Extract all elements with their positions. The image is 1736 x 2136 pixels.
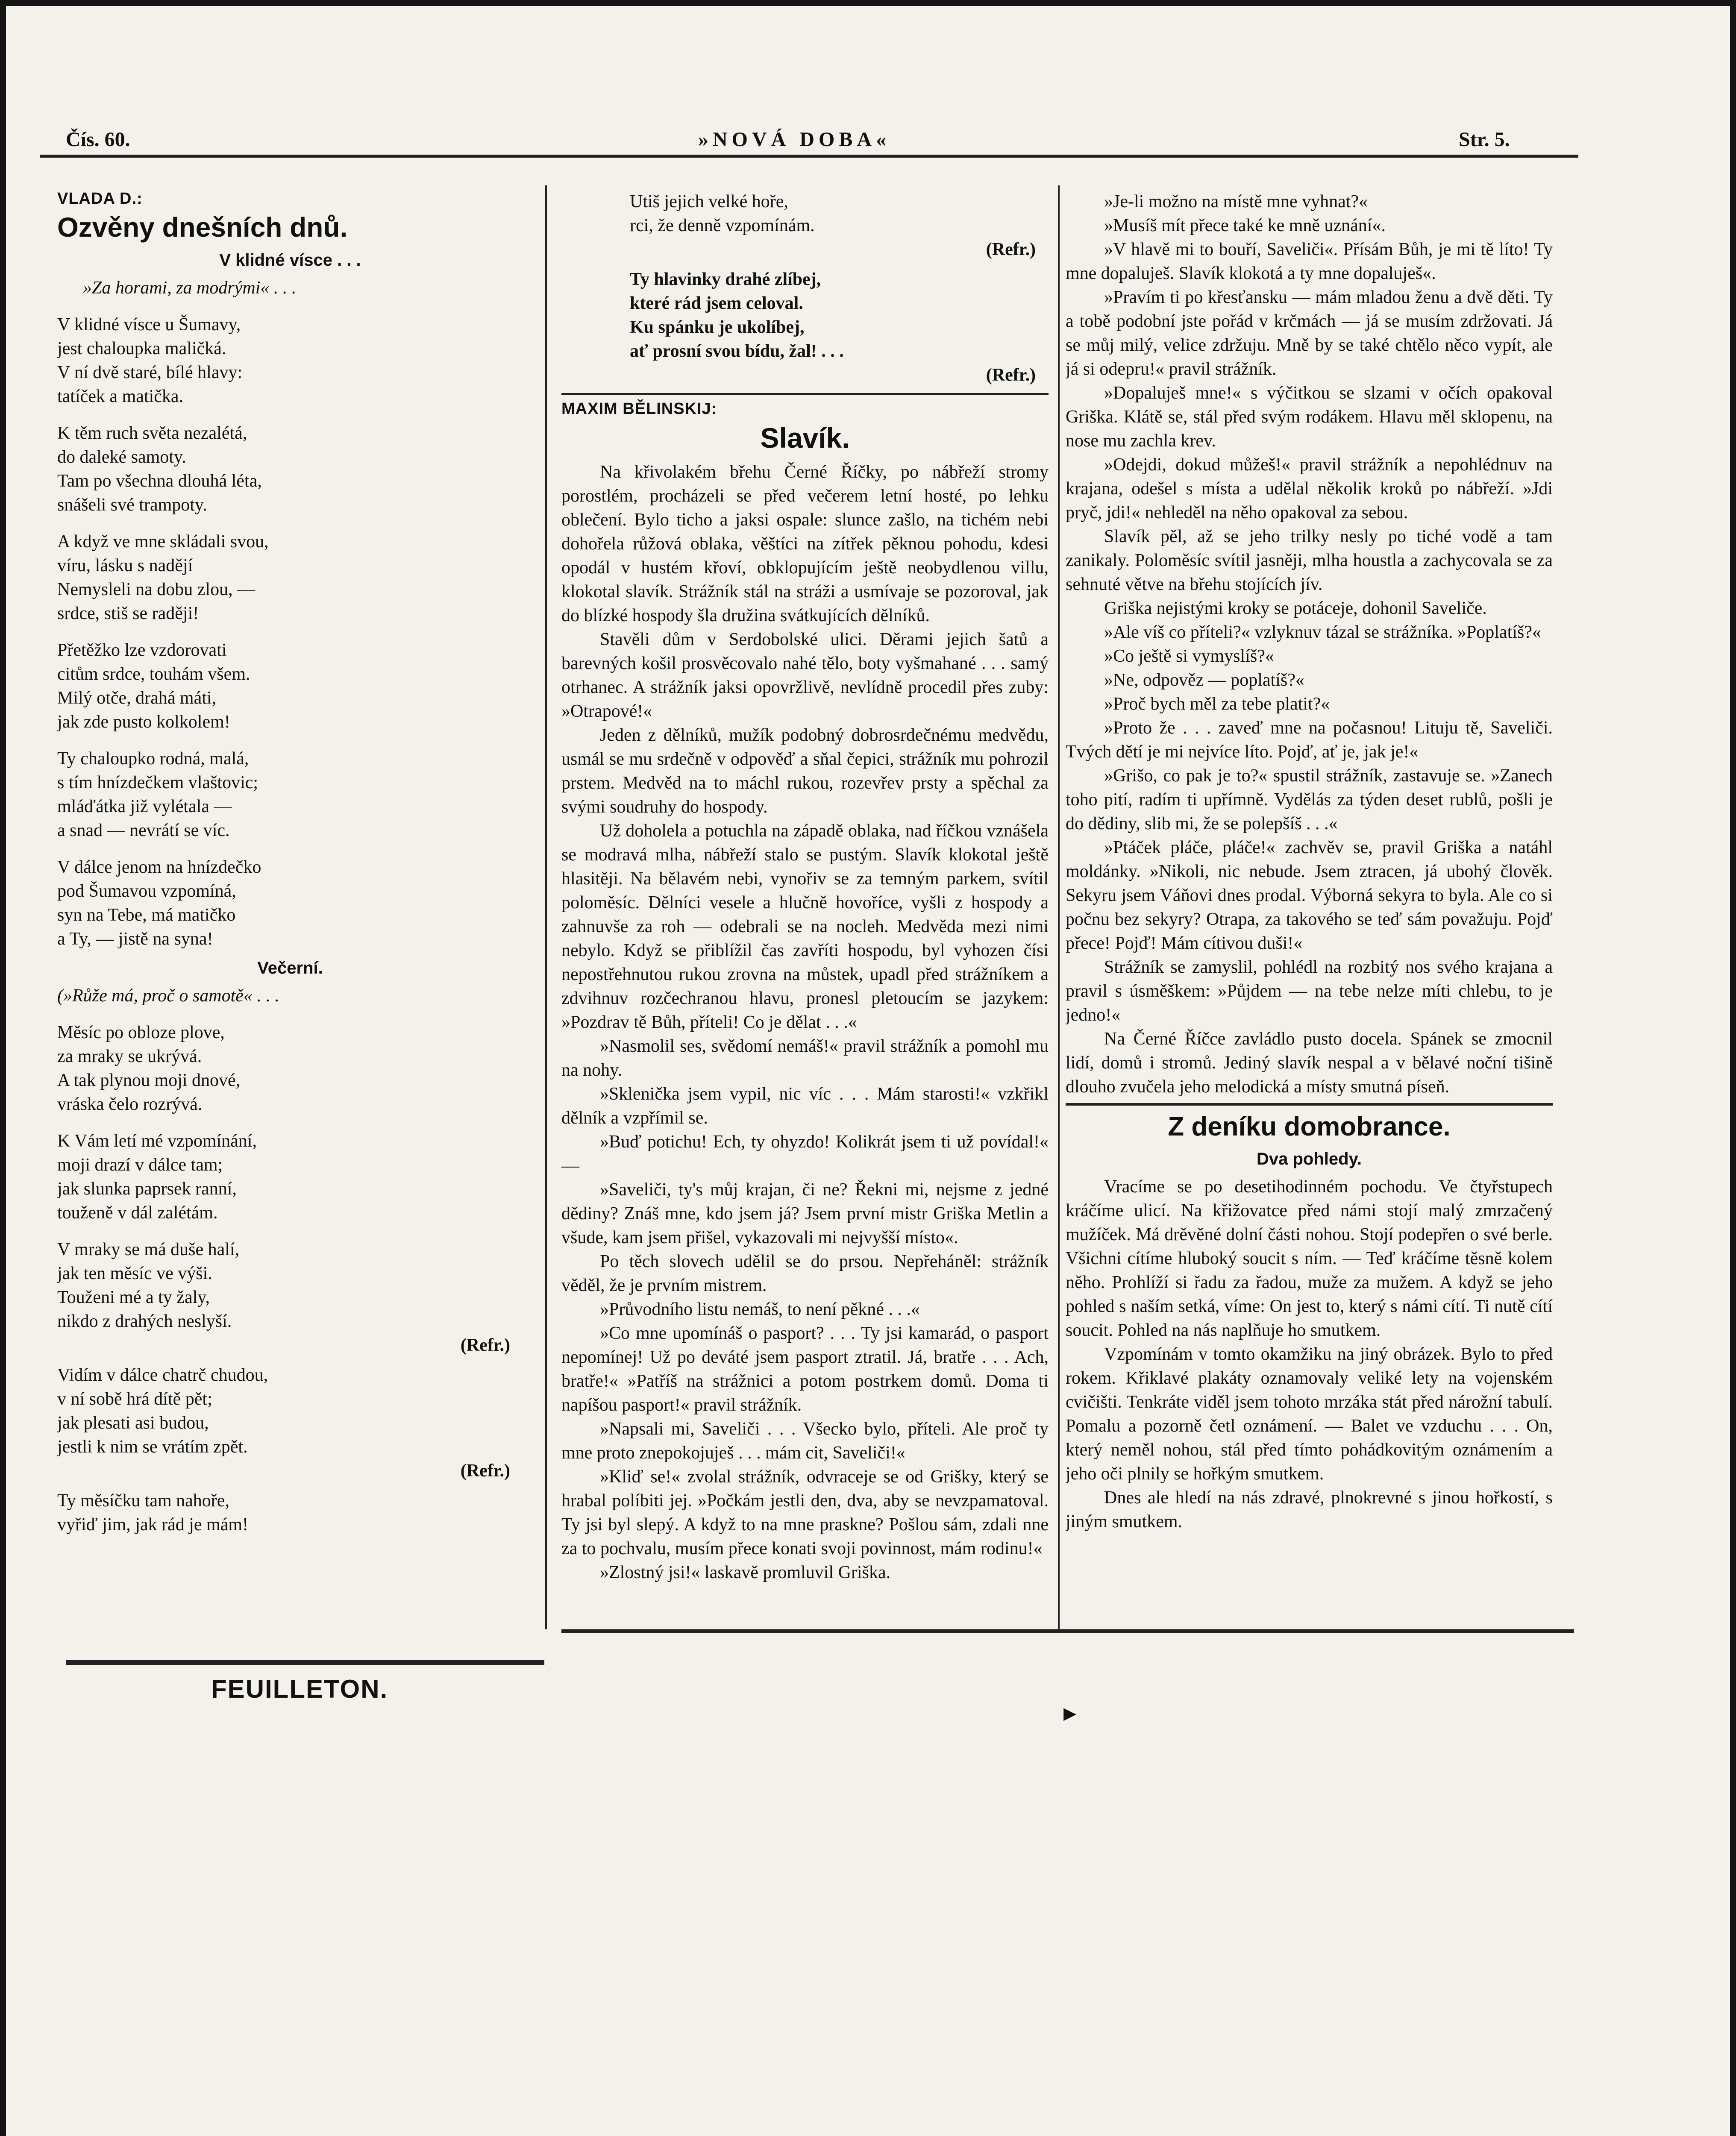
header-rule xyxy=(40,155,1578,158)
poem1-stanza: A když ve mne skládali svou, víru, lásku s nadějí Nemysleli na dobu zlou, — srdce, stiš se raději! xyxy=(57,532,269,623)
diary-paragraph: Vracíme se po desetihodinném pochodu. Ve čtyřstupech kráčíme ulicí. Na křižovatce před námi stojí malý zmrzačený mužíček. Má drěvěné dolní části nohou. Stojí podepřen o své berle. Všichni cítíme hluboký soucit s ním. — Teď kráčíme těsně kolem něho. Prohlíží si řadu za řadou, muže za mužem. A když se jeho pohled s naším setká, víme: On jest to, který s námi cítí. Ti nutě cítí soucit. Pohled na nás naplňuje ho smutkem. xyxy=(1066,1177,1553,1340)
story-author: MAXIM BĚLINSKIJ: xyxy=(561,400,717,418)
story-paragraph: »Ptáček pláče, pláče!« zachvěv se, pravil Griška a natáhl moldánky. »Nikoli, nic nebude. Jsem ztracen, já ubohý člověk. Sekyru jsem Váňovi dnes prodal. Výborná sekyra to byla. Ale co si počnu bez sekyry? Otrapa, za takového se teď sám považuju. Pojď přece! Pojď! Mám cítivou duši!« xyxy=(1066,838,1553,953)
column-story xyxy=(561,190,1049,1584)
story-paragraph: Slavík pěl, až se jeho trilky nesly po tiché vodě a tam zanikaly. Poloměsíc svítil jasněji, mlha houstla a zachycovala se za sehnuté větve na břehu stojících jív. xyxy=(1066,527,1553,594)
story-paragraph: »Buď potichu! Ech, ty ohyzdo! Kolikrát jsem ti už povídal!« — xyxy=(561,1132,1049,1176)
story-paragraph: »Je-li možno na místě mne vyhnat?« xyxy=(1104,192,1368,211)
feuilleton-rule xyxy=(66,1660,544,1665)
story-paragraph: »Musíš mít přece také ke mně uznání«. xyxy=(1104,216,1386,235)
poem-series-title: Ozvěny dnešních dnů. xyxy=(57,212,348,243)
poem1-stanza: V klidné vísce u Šumavy, jest chaloupka maličká. V ní dvě staré, bílé hlavy: tatíček a matička. xyxy=(57,315,243,406)
feuilleton-heading: FEUILLETON. xyxy=(211,1675,388,1703)
story-paragraph: »Ne, odpověz — poplatíš?« xyxy=(1104,670,1304,690)
poem2-stanza: V mraky se má duše halí, jak ten měsíc ve výši. Touženi mé a ty žaly, nikdo z drahých neslyší. xyxy=(57,1240,240,1331)
story-paragraph: »Kliď se!« zvolal strážník, odvraceje se od Grišky, který se hrabal políbiti jej. »Počkám jestli den, dva, aby se nevzpamatoval. Ty jsi byl slepý. A když to na mne praskne? Pošlou sám, zdali nne za to pochvalu, musím přece konati svoji povinnost, mám rodinu!« xyxy=(561,1467,1049,1558)
story-paragraph: Strážník se zamyslil, pohlédl na rozbitý nos svého krajana a pravil s úsměškem: »Půjdem — na tebe nelze míti chlebu, to je jedno!« xyxy=(1066,957,1553,1025)
poem1-title: V klidné vísce . . . xyxy=(219,251,361,270)
story-paragraph: Jeden z dělníků, mužík podobný dobrosrdečnému medvědu, usmál se mu srdečně v odpověď a sňal čepici, strážník mu pohrozil prstem. Medvěd na to máchl rukou, rozevřev prsty a spěchal za svými soudruhy do hospody. xyxy=(561,725,1049,817)
story-paragraph: »Grišo, co pak je to?« spustil strážník, zastavuje se. »Zanech toho pití, radím ti upřímně. Vydělás za týden deset rublů, pošli je do dědiny, slib mi, že se polepšíš . . .« xyxy=(1066,766,1553,833)
refrain-mark: (Refr.) xyxy=(986,365,1036,385)
story-paragraph: Po těch slovech udělil se do prsou. Nepřeháněl: strážník věděl, že je prvním mistrem. xyxy=(561,1252,1049,1295)
story-paragraph: »Odejdi, dokud můžeš!« pravil strážník a nepohlédnuv na krajana, odešel s místa a udělal několik kroků po nábřeží. »Jdi pryč, jdi!« nehleděl na něho opakoval za sebou. xyxy=(1066,455,1553,522)
poem2-stanza: Ty měsíčku tam nahoře, vyřiď jim, jak rád je mám! xyxy=(57,1491,249,1535)
poem1-stanza: K těm ruch světa nezalétá, do daleké samoty. Tam po všechna dlouhá léta, snášeli své trampoty. xyxy=(57,423,262,515)
diary-subtitle: Dva pohledy. xyxy=(1257,1150,1362,1168)
issue-number: Čís. 60. xyxy=(66,128,130,151)
refrain-mark: (Refr.) xyxy=(986,240,1036,259)
section-rule xyxy=(561,393,1049,395)
poem2-stanza: K Vám letí mé vzpomínání, moji drazí v dálce tam; jak slunka paprsek ranní, touženě v dál zalétám. xyxy=(57,1131,257,1223)
story-paragraph: »Nasmolil ses, svědomí nemáš!« pravil strážník a pomohl mu na nohy. xyxy=(561,1036,1049,1080)
newspaper-page xyxy=(6,6,1730,2136)
column-divider-1 xyxy=(545,185,547,1629)
poem1-stanza: Ty chaloupko rodná, malá, s tím hnízdečkem vlaštovic; mláďátka již vylétala — a snad — nevrátí se víc. xyxy=(57,749,258,840)
bottom-rule xyxy=(561,1629,1574,1633)
story-paragraph: »Saveliči, ty's můj krajan, či ne? Řekni mi, nejsme z jedné dědiny? Znáš mne, kdo jsem já? Jsem první mistr Griška Metlin a všude, kam jsem přišel, vykazovali mi nejvyšší místo«. xyxy=(561,1180,1049,1247)
story-paragraph: Griška nejistými kroky se potáceje, dohonil Saveliče. xyxy=(1104,599,1487,618)
story-paragraph: »Proto že . . . zaveď mne na počasnou! Lituju tě, Saveliči. Tvých dětí je mi nejvíce líto. Pojď, ať je, jak je!« xyxy=(1066,718,1553,762)
poem2-epigraph: (»Růže má, proč o samotě« . . . xyxy=(57,986,279,1006)
story-paragraph: »Průvodního listu nemáš, to není pěkné . . .« xyxy=(600,1300,920,1319)
story-title: Slavík. xyxy=(760,422,850,454)
triangle-mark-icon: ▸ xyxy=(1063,1698,1077,1728)
refrain-mark: (Refr.) xyxy=(460,1461,510,1481)
story-paragraph: »Co ještě si vymyslíš?« xyxy=(1104,646,1274,666)
page-number: Str. 5. xyxy=(1459,128,1510,151)
diary-paragraph: Dnes ale hledí na nás zdravé, plnokrevné s jinou hořkostí, s jiným smutkem. xyxy=(1066,1488,1553,1532)
story-paragraph: »Co mne upomínáš o pasport? . . . Ty jsi kamarád, o pasport nepomínej! Už po deváté jsem pasport ztratil. Já, bratře . . . Ach, bratře!« »Patříš na strážnici a potom postrkem domů. Doma ti napíšou pasport!« pravil strážník. xyxy=(561,1323,1049,1415)
story-paragraph: »Dopaluješ mne!« s výčitkou se slzami v očích opakoval Griška. Klátě se, stál před svým rodákem. Hlavu měl sklopenu, na nose mu zachla krev. xyxy=(1066,383,1553,451)
diary-paragraph: Vzpomínám v tomto okamžiku na jiný obrázek. Bylo to před rokem. Křiklavé plakáty oznamovaly veliké lety na vojenském cvičišti. Tenkráte viděl jsem tohoto mrzáka stát před nárožní tabulí. Pomalu a pozorně četl oznámení. — Balet ve vzduchu . . . On, který neměl nohou, stál před tímto pohádkovitým oznámením a jeho oči plnily se hořkým smutkem. xyxy=(1066,1344,1553,1484)
story-paragraph: »Proč bych měl za tebe platit?« xyxy=(1104,694,1330,714)
poem-continued-stanza: Utiš jejich velké hoře, rci, že denně vzpomínám. xyxy=(630,192,815,235)
poem1-stanza: V dálce jenom na hnízdečko pod Šumavou vzpomíná, syn na Tebe, má matičko a Ty, — jistě na syna! xyxy=(57,857,261,949)
diary-title: Z deníku domobrance. xyxy=(1168,1112,1451,1141)
story-body-continued xyxy=(1066,190,1553,1099)
poem2-title: Večerní. xyxy=(257,959,323,977)
story-paragraph: »Sklenička jsem vypil, nic víc . . . Mám starosti!« vzkřikl dělník a vzpřímil se. xyxy=(561,1084,1049,1128)
poem2-stanza: Vidím v dálce chatrč chudou, v ní sobě hrá dítě pět; jak plesati asi budou, jestli k nim se vrátím zpět. xyxy=(57,1365,268,1457)
poem-continued-stanza: Ty hlavinky drahé zlíbej, které rád jsem celoval. Ku spánku je ukolíbej, ať prosní svou bídu, žal! . . . xyxy=(630,270,844,361)
column-divider-2 xyxy=(1058,185,1060,1629)
story-paragraph: »V hlavě mi to bouří, Saveliči«. Přísám Bůh, je mi tě líto! Ty mne dopaluješ. Slavík klokotá a ty mne dopaluješ«. xyxy=(1066,240,1553,283)
story-paragraph: Na křivolakém břehu Černé Říčky, po nábřeží stromy porostlém, procházeli se před večerem letní hosté, po lehku oblečení. Bylo ticho a jaksi ospale: slunce zašlo, na tichém nebi dohořela růžová oblaka, věštíci na zítřek pěknou pohodu, kdesi opodál v hustém křoví, obklopujícím ještě neobydlenou villu, klokotal slavík. Strážník stál na stráži a usmívaje se pozoroval, jak do blízké hospody šla družina svátkujících dělníků. xyxy=(561,462,1049,625)
story-paragraph: »Pravím ti po křesťansku — mám mladou ženu a dvě děti. Ty a tobě podobní jste pořád v krčmách — já se musím zdržovati. Já se můj milý, velice zdržuju. Mně by se také chtělo něco vypít, ale já si odepru!« pravil strážník. xyxy=(1066,288,1553,379)
diary-body xyxy=(1066,1175,1553,1534)
poem2-stanza: Měsíc po obloze plove, za mraky se ukrývá. A tak plynou moji dnové, vráska čelo rozrývá. xyxy=(57,1023,241,1114)
poem-author: VLADA D.: xyxy=(57,190,143,208)
story-paragraph: Už doholela a potuchla na západě oblaka, nad říčkou vznášela se modravá mlha, nábřeží stalo se pustým. Slavík klokotal ještě hlasitěji. Na bělavém nebi, vynořiv se za temným parkem, svítil poloměsíc. Dělníci vesele a hlučně hovoříce, vyšli z hospody a zahnuvše za roh — odebrali se na nocleh. Medvěda mezi nimi nebylo. Když se přiblížil čas zavříti hospodu, byl vyhozen čísi nepostřehnutou rukou zrovna na můstek, upadl před strážníkem a zdvihnuv rozčechranou hlavu, pronesl pletoucím se jazykem: »Pozdrav tě Bůh, příteli! Co je dělat . . .« xyxy=(561,821,1049,1032)
poem1-stanza: Přetěžko lze vzdorovati citům srdce, touhám všem. Milý otče, drahá máti, jak zde pusto kolkolem! xyxy=(57,640,250,732)
story-paragraph: »Napsali mi, Saveliči . . . Všecko bylo, příteli. Ale proč ty mne proto znepokojuješ . . . mám cit, Saveliči!« xyxy=(561,1419,1049,1463)
column-story-continued xyxy=(1066,190,1553,1534)
story-paragraph: Na Černé Říčce zavládlo pusto docela. Spánek se zmocnil lidí, domů i stromů. Jediný slavík nespal a v bělavé noční tišině dlouho zvučela jeho melodická a místy smutná píseň. xyxy=(1066,1029,1553,1097)
poem1-epigraph: »Za horami, za modrými« . . . xyxy=(83,278,297,298)
refrain-mark: (Refr.) xyxy=(460,1335,510,1355)
story-paragraph: Stavěli dům v Serdobolské ulici. Děrami jejich šatů a barevných košil prosvěcovalo nahé tělo, boty vyšmahané . . . samý otrhanec. A strážník jaksi opovržlivě, nevlídně procedil přes zuby: »Otrapové!« xyxy=(561,630,1049,721)
section-rule xyxy=(1066,1103,1553,1106)
story-paragraph: »Ale víš co příteli?« vzlyknuv tázal se strážníka. »Poplatíš?« xyxy=(1104,622,1541,642)
story-body xyxy=(561,460,1049,1584)
column-poems xyxy=(57,190,523,1537)
story-paragraph: »Zlostný jsi!« laskavě promluvil Griška. xyxy=(600,1563,891,1582)
masthead: »NOVÁ DOBA« xyxy=(698,128,891,151)
